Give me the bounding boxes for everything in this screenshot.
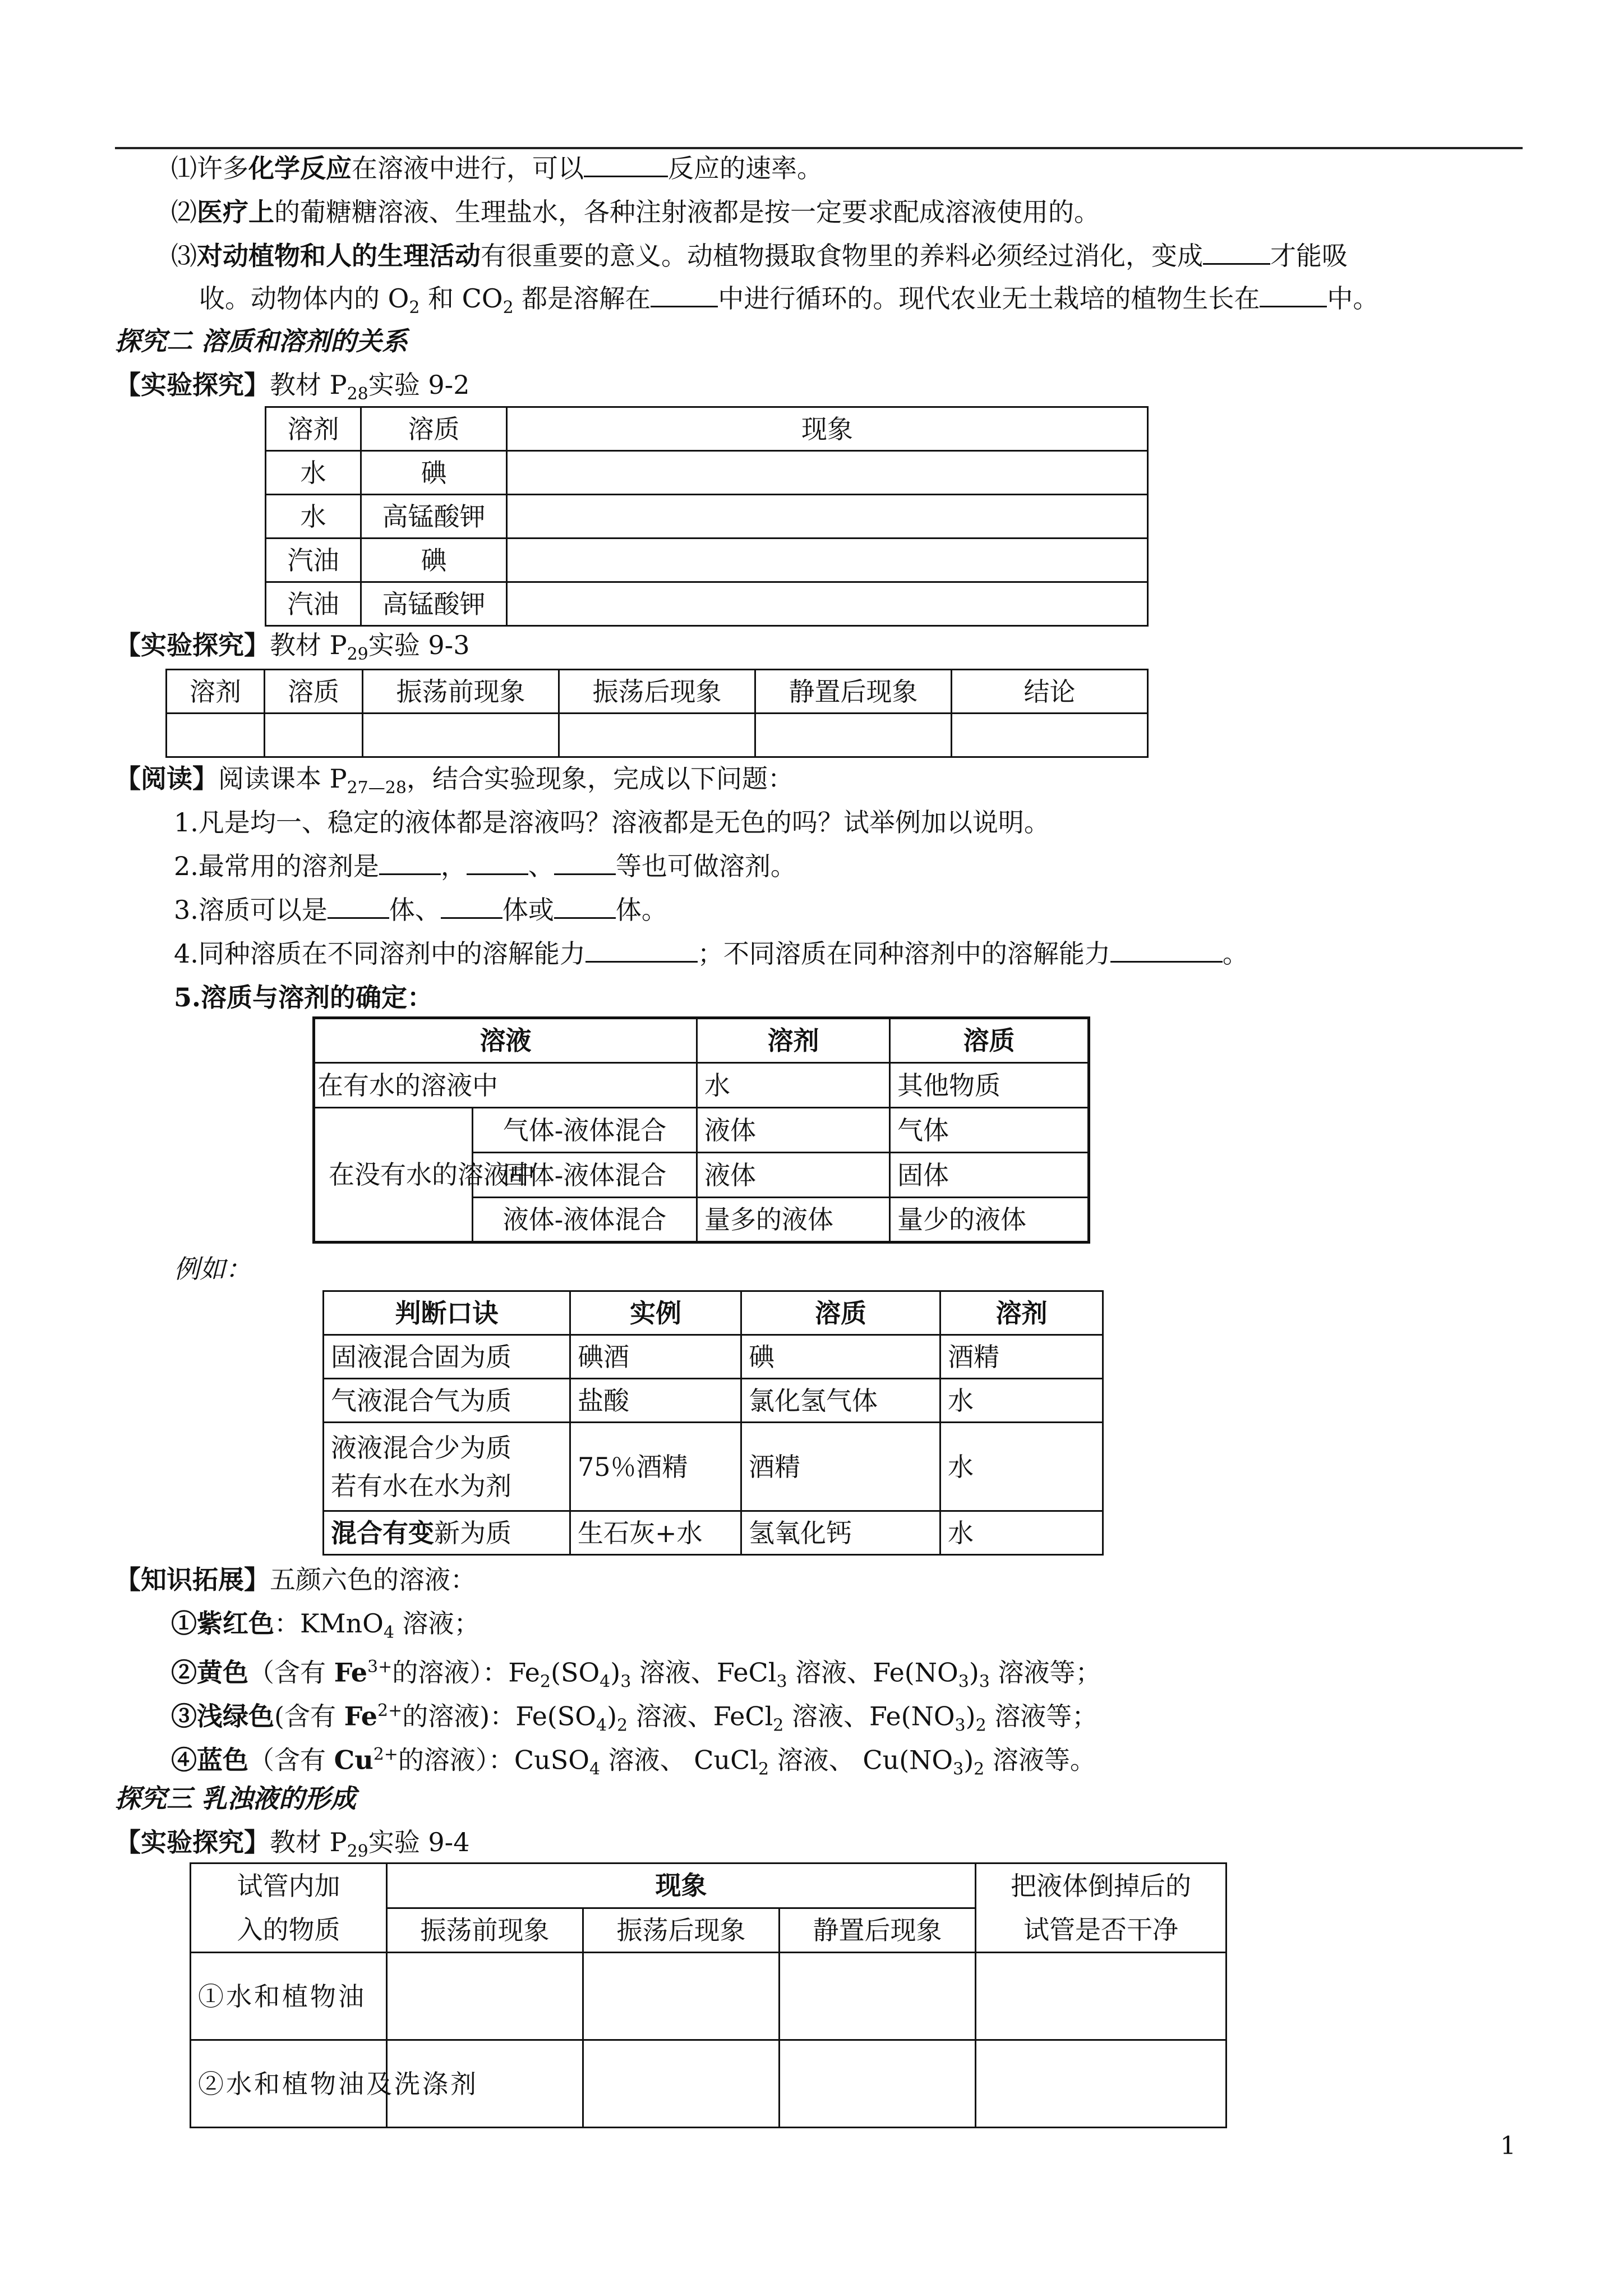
cell-blank[interactable]: [780, 1953, 976, 2040]
exp-9-3-label: 【实验探究】: [115, 630, 270, 660]
cell-with-water: 在有水的溶液中: [314, 1063, 697, 1108]
q2-suffix: 等也可做溶剂。: [615, 851, 796, 881]
header-after-shaking: 振荡后现象: [559, 670, 755, 714]
subscript: 3: [958, 1672, 969, 1692]
intro-item-3-bold: 对动植物和人的生理活动: [197, 241, 481, 271]
formula-text: 溶液、Fe(NO: [783, 1701, 955, 1732]
cell-solvent: 汽油: [266, 582, 361, 626]
q3-prefix: 3.溶质可以是: [174, 895, 328, 925]
header-substance-line-1: 试管内加: [237, 1871, 340, 1901]
cell-solvent: 水: [697, 1063, 890, 1108]
ion-prefix: （含有: [248, 1657, 334, 1688]
formula-text: ：CuSO: [488, 1745, 589, 1775]
exp-9-2-table: [265, 406, 1149, 627]
table-header-row: [167, 670, 1148, 714]
blank-common-solvent[interactable]: [379, 851, 441, 875]
header-solute: 溶质: [890, 1018, 1089, 1063]
ion-prefix: (含有: [274, 1701, 344, 1732]
formula-text: ：Fe(SO: [490, 1701, 596, 1732]
header-solute: 溶质: [265, 670, 363, 714]
header-phenomenon: 现象: [387, 1864, 976, 1908]
table-header-row: [324, 1291, 1103, 1335]
table-row: [324, 1379, 1103, 1423]
cell-water-oil: ①水和植物油: [191, 1953, 387, 2040]
header-after-shaking: 振荡后现象: [583, 1908, 780, 1953]
header-solvent: 溶剂: [940, 1291, 1103, 1335]
subscript: 2: [974, 1759, 985, 1779]
intro-item-3b-co2: 和 CO: [419, 283, 503, 314]
intro-item-1-prefix: ⑴许多: [171, 153, 248, 183]
blank-circulation[interactable]: [651, 283, 718, 307]
subscript: 4: [589, 1759, 601, 1779]
table-header-row: [266, 407, 1148, 451]
exp-9-2-caption: [115, 368, 469, 411]
cell-solute: 酒精: [741, 1423, 940, 1511]
reading-caption: [115, 762, 794, 805]
header-clean-line-2: 试管是否干净: [1023, 1915, 1179, 1945]
cell-example: 盐酸: [570, 1379, 741, 1423]
intro-item-1-bold: 化学反应: [248, 153, 352, 183]
header-rule: [115, 147, 1523, 149]
exp-9-3-page-subscript: 29: [347, 645, 368, 665]
cell-mix-type: 气体-液体混合: [473, 1108, 697, 1153]
formula-text: ): [610, 1657, 621, 1688]
formula-text: (SO: [551, 1657, 600, 1688]
ion-charge: 2+: [377, 1701, 403, 1720]
exp-9-2-text-pre: 教材 P: [270, 370, 347, 400]
exp-9-3-text-post: 实验 9-3: [368, 630, 470, 660]
table-row: [266, 495, 1148, 539]
cell-phenomenon-blank[interactable]: [507, 495, 1148, 539]
cell-blank[interactable]: [559, 714, 755, 757]
cell-blank[interactable]: [265, 714, 363, 757]
cell-example: 碘酒: [570, 1335, 741, 1379]
cell-solute: 高锰酸钾: [361, 582, 507, 626]
subscript: 3: [776, 1672, 787, 1692]
exp-9-3-caption: [115, 628, 469, 671]
subscript: 2: [758, 1759, 769, 1779]
exp-9-4-text-pre: 教材 P: [270, 1827, 347, 1857]
cell-rule: [324, 1511, 570, 1555]
rule-rest: 新为质: [434, 1517, 511, 1548]
cell-example: 生石灰+水: [570, 1511, 741, 1555]
cell-phenomenon-blank[interactable]: [507, 451, 1148, 495]
table-row: [266, 451, 1148, 495]
cell-solute: 碘: [361, 539, 507, 582]
header-before-shaking: 振荡前现象: [387, 1908, 583, 1953]
header-solvent: 溶剂: [697, 1018, 890, 1063]
section-3-title: 探究三 乳浊液的形成: [115, 1783, 357, 1814]
table-row: [324, 1511, 1103, 1555]
green-label: ③浅绿色: [171, 1701, 274, 1732]
cell-example: 75％酒精: [570, 1423, 741, 1511]
reading-text-pre: 阅读课本 P: [218, 763, 347, 794]
cell-solvent: 水: [266, 495, 361, 539]
ion-charge: 2+: [373, 1745, 398, 1764]
example-label: 例如：: [174, 1254, 251, 1284]
co2-subscript: 2: [502, 298, 514, 318]
intro-item-3b-mid: 都是溶解在: [513, 283, 651, 314]
exp-9-4-text-post: 实验 9-4: [368, 1827, 470, 1857]
formula-text: ): [963, 1745, 974, 1775]
yellow-label: ②黄色: [171, 1657, 248, 1688]
ion-charge: 3+: [367, 1657, 393, 1677]
formula-text: ：Fe: [482, 1657, 540, 1688]
ion-prefix: （含有: [248, 1745, 334, 1775]
table-row: [324, 1335, 1103, 1379]
cell-solvent: 水: [940, 1379, 1103, 1423]
intro-item-3-prefix: ⑶: [171, 241, 197, 271]
ion-suffix: 的溶液）: [398, 1745, 488, 1775]
purple-label: ①紫红色: [171, 1608, 274, 1639]
cell-water-oil-detergent: ②水和植物油及洗涤剂: [191, 2040, 387, 2128]
blank-soilless[interactable]: [1260, 283, 1327, 307]
intro-item-3-mid: 有很重要的意义。动植物摄取食物里的养料必须经过消化，变成: [481, 241, 1203, 271]
q2-separator-2: 、: [528, 851, 554, 881]
subscript: 3: [620, 1672, 631, 1692]
cell-blank[interactable]: [583, 1953, 780, 2040]
cell-blank[interactable]: [363, 714, 559, 757]
ion: Fe: [334, 1657, 368, 1688]
formula-text: 溶液、FeCl: [631, 1657, 777, 1688]
blank-other-solvent-1[interactable]: [467, 851, 528, 875]
cell-solvent: 汽油: [266, 539, 361, 582]
exp-9-2-label: 【实验探究】: [115, 370, 270, 400]
cell-solvent: 水: [940, 1511, 1103, 1555]
cell-blank[interactable]: [167, 714, 265, 757]
exp-9-2-text-post: 实验 9-2: [368, 370, 470, 400]
purple-formula: ：KMnO: [274, 1608, 384, 1639]
cell-solute: 碘: [361, 451, 507, 495]
blank-state-1[interactable]: [328, 895, 389, 919]
header-example: 实例: [570, 1291, 741, 1335]
exp-9-4-table: [190, 1862, 1227, 2128]
cell-without-water: 在没有水的溶液中: [314, 1108, 473, 1243]
cell-solute: 氯化氢气体: [741, 1379, 940, 1423]
blank-state-2[interactable]: [441, 895, 502, 919]
reading-question-3: [174, 893, 667, 927]
table-row: [191, 2040, 1227, 2128]
header-solvent: 溶剂: [167, 670, 265, 714]
header-phenomenon: 现象: [507, 407, 1148, 451]
cell-solute: 固体: [890, 1153, 1089, 1198]
intro-item-2-prefix: ⑵: [171, 197, 197, 227]
table-row: [191, 1953, 1227, 2040]
formula-text: ): [965, 1701, 976, 1732]
reading-label: 【阅读】: [115, 763, 218, 794]
blank-other-solvent-2[interactable]: [554, 851, 616, 875]
cell-solute: 高锰酸钾: [361, 495, 507, 539]
header-solute: 溶质: [741, 1291, 940, 1335]
header-before-shaking: 振荡前现象: [363, 670, 559, 714]
cell-blank[interactable]: [976, 1953, 1227, 2040]
intro-item-3-continued: [199, 282, 1378, 325]
q4-suffix: 。: [1222, 938, 1248, 969]
cell-solute: 碘: [741, 1335, 940, 1379]
reading-question-5: 5.溶质与溶剂的确定：: [174, 982, 434, 1013]
rule-line-2: 若有水在水为剂: [331, 1470, 511, 1501]
o2-subscript: 2: [409, 298, 420, 318]
cell-solvent: 液体: [697, 1153, 890, 1198]
intro-item-2: [171, 195, 1100, 229]
blue-label: ④蓝色: [171, 1745, 248, 1775]
header-conclusion: 结论: [952, 670, 1148, 714]
header-after-standing: 静置后现象: [780, 1908, 976, 1953]
reading-page-subscript: 27—28: [347, 778, 407, 798]
formula-text: 溶液、 CuCl: [600, 1745, 759, 1775]
header-after-standing: 静置后现象: [755, 670, 952, 714]
table-row: [324, 1423, 1103, 1511]
subscript: 3: [979, 1672, 990, 1692]
cell-solvent: 水: [266, 451, 361, 495]
q4-middle: ；不同溶质在同种溶剂中的溶解能力: [697, 938, 1110, 969]
header-solvent: 溶剂: [266, 407, 361, 451]
formula-text: ): [969, 1657, 979, 1688]
cell-blank[interactable]: [976, 2040, 1227, 2128]
reading-question-4: [174, 937, 1248, 970]
exp-9-2-page-subscript: 28: [347, 384, 368, 404]
reading-question-2: [174, 849, 796, 883]
table-row: [314, 1063, 1089, 1108]
solute-solvent-table: [312, 1016, 1090, 1244]
ion: Cu: [334, 1745, 374, 1775]
formula-text: 溶液等；: [989, 1657, 1101, 1688]
cell-blank[interactable]: [755, 714, 952, 757]
cell-blank[interactable]: [387, 1953, 583, 2040]
cell-phenomenon-blank[interactable]: [507, 582, 1148, 626]
ion: Fe: [344, 1701, 377, 1732]
cell-rule: 固液混合固为质: [324, 1335, 570, 1379]
color-blue: [171, 1738, 1096, 1787]
q2-prefix: 2.最常用的溶剂是: [174, 851, 379, 881]
q4-prefix: 4.同种溶质在不同溶剂中的溶解能力: [174, 938, 585, 969]
subscript: 2: [773, 1715, 784, 1736]
header-rule: 判断口诀: [324, 1291, 570, 1335]
cell-mix-type: 固体-液体混合: [473, 1153, 697, 1198]
cell-rule: 气液混合气为质: [324, 1379, 570, 1423]
cell-rule: [324, 1423, 570, 1511]
header-solution: 溶液: [314, 1018, 697, 1063]
blank-ability-1[interactable]: [585, 938, 698, 963]
exp-9-4-label: 【实验探究】: [115, 1827, 270, 1857]
cell-solute: 氢氧化钙: [741, 1511, 940, 1555]
q2-separator: ，: [440, 851, 467, 881]
exp-9-4-page-subscript: 29: [347, 1842, 368, 1862]
purple-suffix: 溶液；: [394, 1608, 480, 1639]
q3-part-a: 体、: [389, 895, 441, 925]
subscript: 3: [955, 1715, 966, 1736]
cell-blank[interactable]: [583, 2040, 780, 2128]
q3-suffix: 体。: [615, 895, 667, 925]
intro-item-3b-prefix: 收。动物体内的 O: [199, 283, 409, 314]
header-clean-line-1: 把液体倒掉后的: [1011, 1871, 1192, 1901]
formula-text: 溶液等。: [984, 1745, 1096, 1775]
header-substance: [191, 1864, 387, 1953]
rule-bold: 混合有变: [331, 1517, 434, 1548]
subscript: 4: [596, 1715, 607, 1736]
formula-text: 溶液、 Cu(NO: [769, 1745, 953, 1775]
cell-solute: 气体: [890, 1108, 1089, 1153]
header-tube-clean: [976, 1864, 1227, 1953]
formula-text: 溶液、Fe(NO: [787, 1657, 958, 1688]
table-row: [167, 714, 1148, 757]
subscript: 3: [953, 1759, 964, 1779]
cell-solute: 其他物质: [890, 1063, 1089, 1108]
color-purple: [171, 1607, 480, 1650]
intro-item-3b-suffix: 中。: [1327, 283, 1379, 314]
reading-text-post: ，结合实验现象，完成以下问题：: [406, 763, 794, 794]
section-2-title: 探究二 溶质和溶剂的关系: [115, 326, 408, 356]
formula-text: ): [607, 1701, 617, 1732]
table-row: [266, 539, 1148, 582]
blank-ability-2[interactable]: [1110, 938, 1223, 963]
table-row: [314, 1108, 1089, 1153]
header-substance-line-2: 入的物质: [237, 1915, 340, 1945]
cell-solute: 量少的液体: [890, 1198, 1089, 1243]
rule-line-1: 液液混合少为质: [331, 1432, 511, 1463]
table-header-row: [191, 1864, 1227, 1908]
subscript: 4: [383, 1623, 394, 1643]
reading-question-1: 1.凡是均一、稳定的液体都是溶液吗？溶液都是无色的吗？试举例加以说明。: [174, 807, 1050, 838]
knowledge-text: 五颜六色的溶液：: [270, 1565, 476, 1595]
subscript: 4: [600, 1672, 611, 1692]
intro-item-3-suffix: 才能吸: [1270, 241, 1348, 271]
cell-mix-type: 液体-液体混合: [473, 1198, 697, 1243]
blank-reaction-rate[interactable]: [584, 153, 668, 177]
cell-solvent: 量多的液体: [697, 1198, 890, 1243]
blank-state-3[interactable]: [554, 895, 616, 919]
knowledge-label: 【知识拓展】: [115, 1565, 270, 1595]
intro-item-1: [171, 151, 823, 185]
subscript: 2: [540, 1672, 551, 1692]
ion-suffix: 的溶液): [402, 1701, 490, 1732]
blank-digestion[interactable]: [1203, 241, 1270, 265]
intro-item-1-suffix: 反应的速率。: [668, 153, 823, 183]
cell-solvent: 液体: [697, 1108, 890, 1153]
cell-solvent: 水: [940, 1423, 1103, 1511]
q3-part-b: 体或: [502, 895, 554, 925]
intro-item-2-bold: 医疗上: [197, 197, 274, 227]
cell-solvent: 酒精: [940, 1335, 1103, 1379]
header-solute: 溶质: [361, 407, 507, 451]
knowledge-caption: [115, 1563, 476, 1596]
intro-item-1-mid: 在溶液中进行，可以: [352, 153, 584, 183]
page-number: 1: [1500, 2132, 1516, 2160]
intro-item-3: [171, 239, 1348, 273]
cell-blank[interactable]: [952, 714, 1148, 757]
color-light-green: [171, 1694, 1098, 1743]
intro-item-3b-mid2: 中进行循环的。现代农业无土栽培的植物生长在: [718, 283, 1260, 314]
table-row: [266, 582, 1148, 626]
exp-9-3-text-pre: 教材 P: [270, 630, 347, 660]
formula-text: 溶液、FeCl: [628, 1701, 773, 1732]
cell-phenomenon-blank[interactable]: [507, 539, 1148, 582]
subscript: 2: [975, 1715, 986, 1736]
example-table: [322, 1290, 1104, 1556]
table-header-row: [314, 1018, 1089, 1063]
exp-9-3-table: [165, 669, 1149, 758]
cell-blank[interactable]: [780, 2040, 976, 2128]
ion-suffix: 的溶液）: [392, 1657, 483, 1688]
color-yellow: [171, 1650, 1101, 1699]
subscript: 2: [617, 1715, 628, 1736]
formula-text: 溶液等；: [986, 1701, 1098, 1732]
intro-item-2-suffix: 的葡糖糖溶液、生理盐水，各种注射液都是按一定要求配成溶液使用的。: [274, 197, 1100, 227]
